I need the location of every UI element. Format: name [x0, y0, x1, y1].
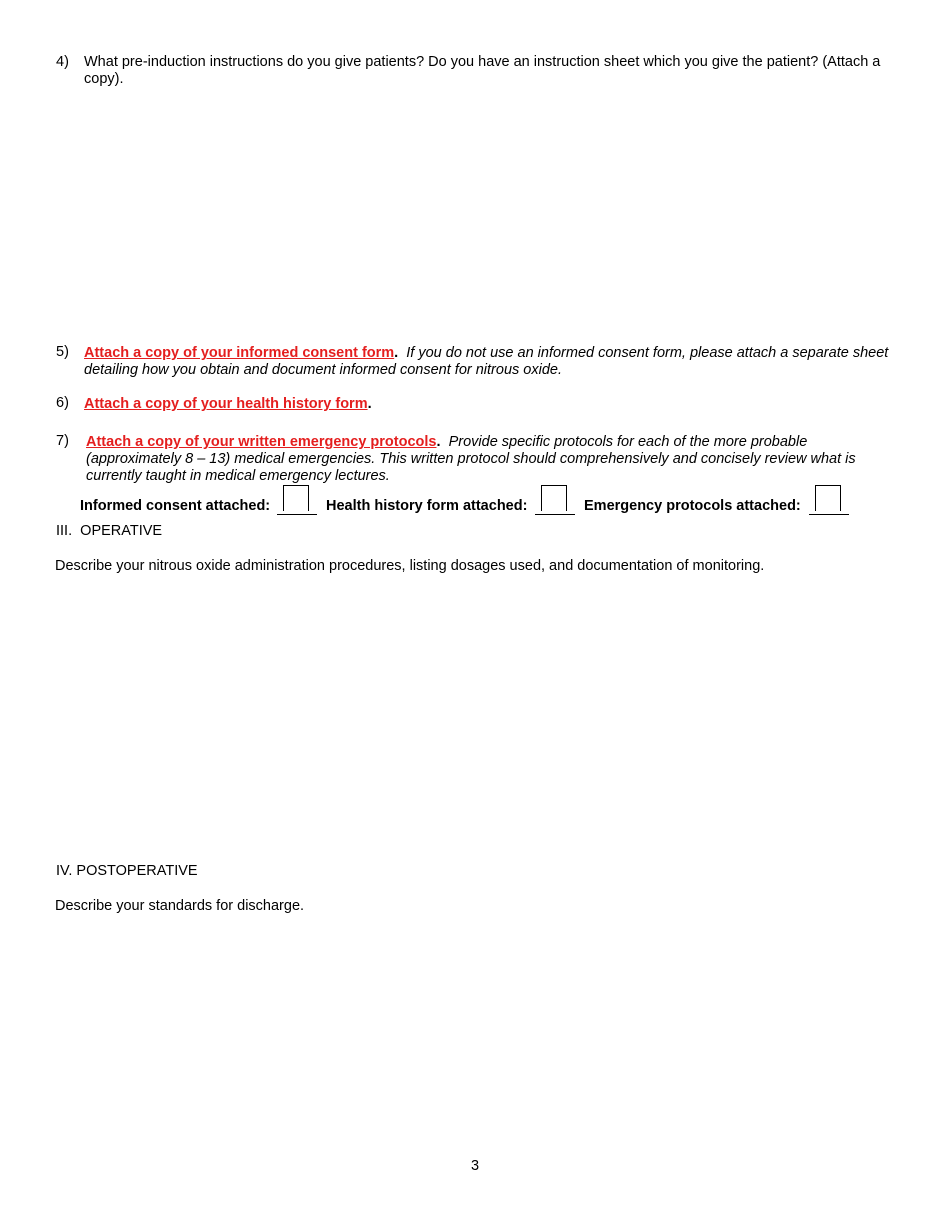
question-7-number: 7)	[56, 433, 69, 449]
section-postoperative-heading: IV. POSTOPERATIVE	[56, 863, 198, 879]
question-4-number: 4)	[56, 54, 69, 70]
question-4-text: What pre-induction instructions do you give patients? Do you have an instruction sheet which you give the patient? (Attach a copy).	[84, 54, 881, 87]
emergency-protocols-requirement: Attach a copy of your written emergency protocols	[86, 434, 437, 450]
question-7-note: Provide specific protocols for each of the more probable (approximately 8 – 13) medical emergencies. This written protocol should comprehensively and concisely review what is currently taught in medical emergency lectures.	[86, 434, 856, 484]
informed-consent-label: Informed consent attached:	[80, 498, 271, 514]
question-7-punct: .	[436, 434, 441, 450]
question-5-number: 5)	[56, 344, 69, 360]
informed-consent-requirement: Attach a copy of your informed consent form	[84, 345, 395, 361]
question-6-number: 6)	[56, 395, 69, 411]
informed-consent-checkbox[interactable]	[277, 485, 317, 515]
attachment-checkboxes-row	[80, 485, 880, 515]
health-history-label: Health history form attached:	[326, 498, 528, 514]
operative-prompt: Describe your nitrous oxide administration procedures, listing dosages used, and documentation of monitoring.	[55, 558, 765, 574]
emergency-protocols-label: Emergency protocols attached:	[584, 498, 801, 514]
health-history-checkbox[interactable]	[535, 485, 575, 515]
question-5-punct: .	[394, 345, 399, 361]
question-7-text	[86, 434, 880, 485]
question-6-punct: .	[367, 396, 372, 412]
health-history-requirement: Attach a copy of your health history form	[84, 396, 368, 412]
question-5-text	[84, 345, 902, 379]
section-operative-heading: III. OPERATIVE	[56, 523, 163, 539]
postoperative-prompt: Describe your standards for discharge.	[55, 898, 305, 914]
emergency-protocols-checkbox[interactable]	[809, 485, 849, 515]
page-number: 3	[470, 1158, 480, 1174]
question-5-note: If you do not use an informed consent form, please attach a separate sheet detailing how you obtain and document informed consent for nitrous oxide.	[84, 345, 889, 378]
question-6-text	[84, 396, 902, 413]
